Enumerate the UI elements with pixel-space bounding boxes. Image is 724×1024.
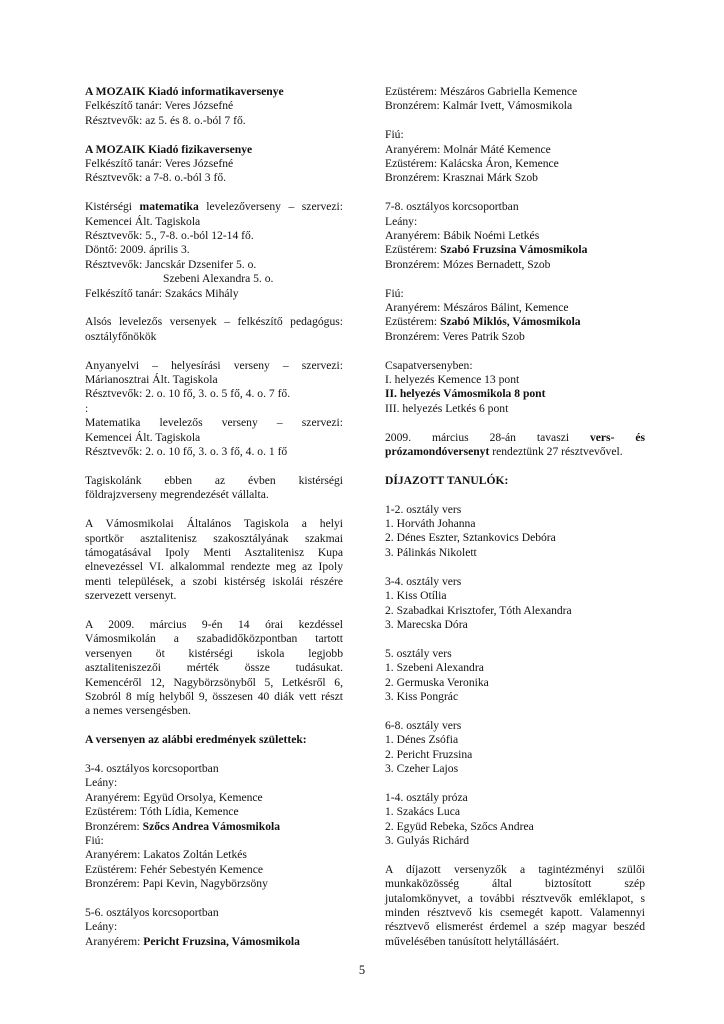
paragraph-line: A Vámosmikolai Általános Tagiskola a helyi [85,517,343,531]
age-group-5-6-girls-cont [385,85,645,114]
participants-line: Résztvevők: 5., 7-8. o.-ból 12-14 fő. [85,229,254,243]
participants-line: Résztvevők: 2. o. 10 fő, 3. o. 5 fő, 4. o. 7 fő. [85,387,291,401]
paragraph-line: Tagiskolánk ebben az évben kistérségi [85,473,343,487]
winner-line: 1. Szakács Luca [385,805,461,819]
paragraph-line: 2009. március 28-án tavaszi vers- és [385,430,645,444]
winner-line: 1. Horváth Johanna [385,517,476,531]
medal-line: Aranyérem: Pericht Fruzsina, Vámosmikola [85,934,300,948]
paragraph-line: a nemes versengésben. [85,704,191,718]
paragraph-line: jutalomkönyvet, a további résztvevők emléklapot, s [385,891,645,905]
paragraph-line: művelésében tanúsított helytállásáért. [385,934,560,948]
poetry-3-4-winners [385,575,645,633]
group-title: 5-6. osztályos korcsoportban [85,906,219,919]
medal-line: Aranyérem: Mészáros Bálint, Kemence [385,301,569,315]
paragraph-line: elnevezéssel VI. alkalommal rendezte meg az Ipoly [85,560,343,574]
medal-line: Bronzérem: Krasznai Márk Szob [385,171,538,185]
teacher-line: Felkészítő tanár: Szakács Mihály [85,286,239,300]
closing-paragraph [385,863,645,949]
paragraph-line: osztályfőnökök [85,329,157,343]
age-group-3-4-results [85,762,343,892]
category-title: 3-4. osztály vers [385,574,462,588]
paragraph-line: Kemencéről 12, Nagybörzsönyből 5, Letkésről 6, [85,675,343,689]
winner-line: 2. Dénes Eszter, Sztankovics Debóra [385,531,556,545]
medal-line: Bronzérem: Veres Patrik Szob [385,329,525,343]
poetry-contest-intro [385,431,645,460]
poetry-6-8-winners [385,719,645,777]
teacher-line: Felkészítő tanár: Veres Józsefné [85,157,234,171]
winner-line: 3. Kiss Pongrác [385,689,459,703]
organizer-line: Márianosztrai Ált. Tagiskola [85,373,218,387]
paragraph-line: Alsós levelezős versenyek – felkészítő pedagógus: [85,315,343,329]
winner-line: 2. Szabadkai Krisztofer, Tóth Alexandra [385,603,572,617]
finalist-line: Szebeni Alexandra 5. o. [163,272,274,286]
paragraph-line: résztvevő elismerést érdemel a szép magyar beszéd [385,920,645,934]
medal-line: Ezüstérem: Szabó Miklós, Vámosmikola [385,315,581,329]
results-heading: A versenyen az alábbi eredmények születtek: [85,733,307,747]
medal-line: Aranyérem: Bábik Noémi Letkés [385,229,540,243]
gender-label: Fiú: [385,128,404,142]
medal-line: Aranyérem: Molnár Máté Kemence [385,142,551,156]
mozaik-informatics-section [85,85,343,128]
poetry-5-winners [385,647,645,705]
page-number: 5 [358,963,366,977]
medal-line: Ezüstérem: Tóth Lídia, Kemence [85,805,239,819]
poetry-1-2-winners [385,503,645,561]
winner-line: 2. Pericht Fruzsina [385,747,473,761]
winner-line: 2. Együd Rebeka, Szőcs Andrea [385,819,534,833]
category-title: 5. osztály vers [385,646,452,660]
organizer-line: Kemencei Ált. Tagiskola [85,214,201,228]
category-title: 1-4. osztály próza [385,790,468,804]
gender-label: Leány: [385,214,418,228]
paragraph-line: munkaközösség által biztosított szép [385,877,645,891]
winner-line: 1. Kiss Otília [385,589,447,603]
final-date-line: Döntő: 2009. április 3. [85,243,190,257]
winner-line: 1. Dénes Zsófia [385,733,459,747]
winner-line: 3. Marecska Dóra [385,617,468,631]
paragraph-line: Vámosmikolán a szabadidőközpontban tartott [85,632,343,646]
winner-line: 3. Czeher Lajos [385,761,459,775]
separator-line: : [85,401,89,415]
paragraph-line: szervezett versenyt. [85,589,177,603]
section-title: A MOZAIK Kiadó informatikaversenye [85,85,284,98]
lower-grade-competitions [85,315,343,344]
paragraph-line: menti települések, a szobi kistérség iskolái részére [85,574,343,588]
paragraph-line: asztaliteniszezői mérték össze tudásukat. [85,661,343,675]
right-column [385,85,645,964]
teacher-line: Felkészítő tanár: Veres Józsefné [85,99,234,113]
category-title: 1-2. osztály vers [385,502,462,516]
paragraph-line: versenyen öt kistérségi iskola legjobb [85,646,343,660]
results-heading-block [85,733,343,747]
team-results [385,359,645,417]
paragraph-line: Kistérségi matematika levelezőverseny – szervezi: [85,200,343,214]
geography-section [85,474,343,503]
winner-line: 2. Germuska Veronika [385,675,489,689]
medal-line: Bronzérem: Mózes Bernadett, Szob [385,257,551,271]
age-group-7-8-boys [385,287,645,345]
left-column [85,85,343,964]
awarded-heading-block [385,474,645,488]
section-title: A MOZAIK Kiadó fizikaversenye [85,142,253,156]
medal-line: Bronzérem: Szőcs Andrea Vámosmikola [85,819,281,833]
team-place-line: I. helyezés Kemence 13 pont [385,373,520,387]
awarded-heading: DÍJAZOTT TANULÓK: [385,473,509,487]
participants-line: Résztvevők: 2. o. 10 fő, 3. o. 3 fő, 4. o. 1 fő [85,445,288,459]
paragraph-line: sportkör asztalitenisz szakosztályának szakmai [85,531,343,545]
paragraph-line: Anyanyelvi – helyesírási verseny – szervezi: [85,358,343,372]
team-place-line: III. helyezés Letkés 6 pont [385,401,509,415]
medal-line: Ezüstérem: Fehér Sebestyén Kemence [85,862,264,876]
gender-label: Fiú: [385,286,404,300]
paragraph-line: minden résztvevő kis csemegét kapott. Valamennyi [385,905,645,919]
paragraph-line: földrajzverseny megrendezését vállalta. [85,488,269,502]
winner-line: 3. Gulyás Richárd [385,833,470,847]
gender-label: Leány: [85,776,118,790]
group-title: 7-8. osztályos korcsoportban [385,200,519,214]
paragraph-line: A díjazott versenyzők a tagintézményi szülői [385,862,645,876]
team-place-line: II. helyezés Vámosmikola 8 pont [385,387,546,401]
table-tennis-intro [85,517,343,603]
medal-line: Ezüstérem: Szabó Fruzsina Vámosmikola [385,243,588,257]
finalist-line: Résztvevők: Jancskár Dzsenifer 5. o. [85,257,257,271]
table-tennis-event [85,618,343,719]
prose-1-4-winners [385,791,645,849]
category-title: 6-8. osztály vers [385,718,462,732]
age-group-5-6-boys [385,128,645,186]
paragraph-line: támogatásával Ipoly Menti Asztalitenisz Kupa [85,545,343,559]
medal-line: Aranyérem: Együd Orsolya, Kemence [85,790,263,804]
paragraph-line: Szobról 8 míg helyből 9, összesen 40 diák vett részt [85,689,343,703]
mozaik-physics-section [85,143,343,186]
participants-line: Résztvevők: az 5. és 8. o.-ból 7 fő. [85,113,246,127]
participants-line: Résztvevők: a 7-8. o.-ból 3 fő. [85,171,227,185]
spelling-and-math-section [85,359,343,460]
team-title: Csapatversenyben: [385,358,473,372]
group-title: 3-4. osztályos korcsoportban [85,761,219,775]
medal-line: Bronzérem: Papi Kevin, Nagybörzsöny [85,877,268,891]
medal-line: Ezüstérem: Mészáros Gabriella Kemence [385,85,578,98]
medal-line: Bronzérem: Kalmár Ivett, Vámosmikola [385,99,573,113]
paragraph-line: prózamondóversenyt rendeztünk 27 résztvevővel. [385,445,623,459]
winner-line: 3. Pálinkás Nikolett [385,545,477,559]
gender-label: Fiú: [85,833,104,847]
paragraph-line: A 2009. március 9-én 14 órai kezdéssel [85,617,343,631]
paragraph-line: Matematika levelezős verseny – szervezi: [85,416,343,430]
math-correspondence-section [85,200,343,301]
gender-label: Leány: [85,920,118,934]
age-group-5-6-results [85,906,343,949]
age-group-7-8-girls [385,200,645,272]
medal-line: Ezüstérem: Kalácska Áron, Kemence [385,157,559,171]
organizer-line: Kemencei Ált. Tagiskola [85,430,201,444]
medal-line: Aranyérem: Lakatos Zoltán Letkés [85,848,247,862]
winner-line: 1. Szebeni Alexandra [385,661,484,675]
